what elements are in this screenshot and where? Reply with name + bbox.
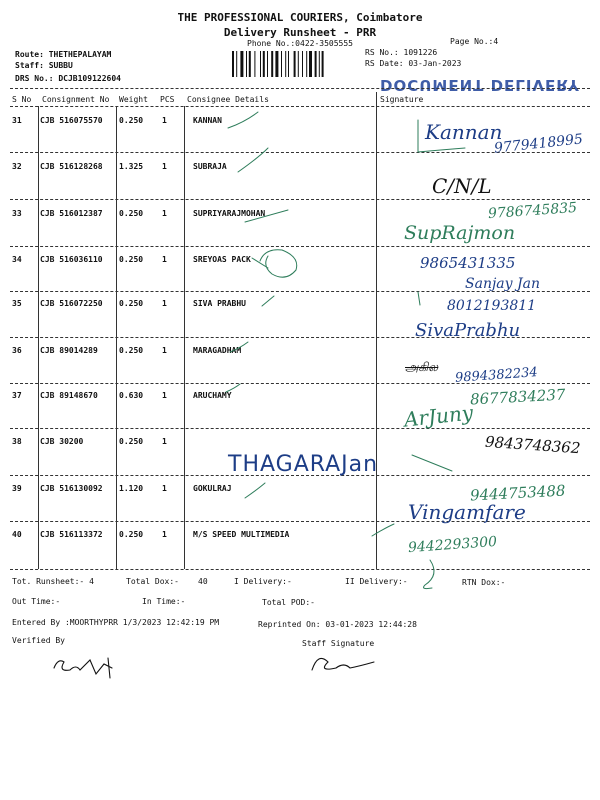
handwritten-phone: 9442293300 <box>407 533 498 557</box>
ii-delivery: II Delivery:- <box>345 577 408 586</box>
row-pcs: 1 <box>162 116 167 125</box>
verified-by: Verified By <box>12 636 65 645</box>
pen-stroke <box>245 483 265 498</box>
pen-stroke <box>412 455 452 471</box>
page-number: Page No.:4 <box>450 37 499 46</box>
row-sno: 32 <box>12 162 22 171</box>
col-sno: S No <box>12 95 32 104</box>
pen-stroke <box>245 210 288 222</box>
row-consignee: GOKULRAJ <box>193 484 232 493</box>
staff-signature: Staff Signature <box>302 639 375 648</box>
row-pcs: 1 <box>162 299 167 308</box>
row-consignee: M/S SPEED MULTIMEDIA <box>193 530 290 539</box>
handwritten-phone: 9779418995 <box>493 131 584 157</box>
row-consignment: CJB 89148670 <box>40 391 98 400</box>
row-consignee: SREYOAS PACK <box>193 255 251 264</box>
row-consignee: ARUCHAMY <box>193 391 232 400</box>
row-sno: 34 <box>12 255 22 264</box>
pen-stroke <box>418 292 420 305</box>
row-sno: 35 <box>12 299 22 308</box>
row-pcs: 1 <box>162 391 167 400</box>
handwritten-phone: 9786745835 <box>487 199 578 223</box>
row-sno: 31 <box>12 116 22 125</box>
phone-number: Phone No.:0422-3505555 <box>247 39 353 48</box>
i-delivery: I Delivery:- <box>234 577 292 586</box>
out-time: Out Time:- <box>12 597 61 606</box>
drs-number: DRS No.: DCJB109122604 <box>15 74 121 83</box>
handwritten-scribble: அகில <box>405 360 439 374</box>
pen-stroke <box>424 560 434 589</box>
handwritten-cnl: C/N/L <box>432 174 492 198</box>
signature-sanjay: Sanjay Jan <box>465 276 540 292</box>
row-pcs: 1 <box>162 255 167 264</box>
handwritten-phone: 8677834237 <box>469 385 566 409</box>
signature-kannan: Kannan <box>425 120 503 144</box>
document-delivery-stamp: DOCUMENT DELIVERY <box>380 76 580 94</box>
row-weight: 0.250 <box>119 255 144 264</box>
pen-stroke <box>238 148 268 172</box>
rtn-dox: RTN Dox:- <box>462 578 506 587</box>
total-pod: Total POD:- <box>262 598 315 607</box>
row-pcs: 1 <box>162 209 167 218</box>
staff: Staff: SUBBU <box>15 61 73 70</box>
row-sno: 38 <box>12 437 22 446</box>
company-name: THE PROFESSIONAL COURIERS, Coimbatore <box>177 11 423 24</box>
pen-stroke <box>260 250 297 277</box>
rs-date: RS Date: 03-Jan-2023 <box>365 59 462 68</box>
row-weight: 0.250 <box>119 530 144 539</box>
row-pcs: 1 <box>162 162 167 171</box>
reprinted-on: Reprinted On: 03-01-2023 12:44:28 <box>258 620 417 629</box>
row-weight: 0.250 <box>119 209 144 218</box>
handwritten-phone: 9894382234 <box>454 365 539 386</box>
total-dox-value: 40 <box>198 577 208 586</box>
row-consignment: CJB 516075570 <box>40 116 103 125</box>
row-consignment: CJB 516113372 <box>40 530 103 539</box>
row-pcs: 1 <box>162 437 167 446</box>
row-sno: 36 <box>12 346 22 355</box>
signature-siva: SivaPrabhu <box>415 320 521 341</box>
handwritten-phone: 9444753488 <box>469 481 566 505</box>
row-pcs: 1 <box>162 484 167 493</box>
row-consignment: CJB 30200 <box>40 437 84 446</box>
in-time: In Time:- <box>142 597 186 606</box>
row-weight: 1.120 <box>119 484 144 493</box>
row-consignment: CJB 516036110 <box>40 255 103 264</box>
pen-stroke <box>226 384 240 392</box>
total-dox-label: Total Dox:- <box>126 577 179 586</box>
pen-stroke <box>262 296 274 306</box>
row-sno: 37 <box>12 391 22 400</box>
row-weight: 0.250 <box>119 299 144 308</box>
rs-number: RS No.: 1091226 <box>365 48 438 57</box>
row-consignee: SUBRAJA <box>193 162 227 171</box>
row-consignee: MARAGADHAM <box>193 346 242 355</box>
pen-stroke <box>312 658 374 670</box>
entered-by: Entered By :MOORTHYPRR 1/3/2023 12:42:19 PM <box>12 618 220 627</box>
handwritten-thagaraj: THAGARAJan <box>228 452 379 477</box>
row-sno: 33 <box>12 209 22 218</box>
col-consignment: Consignment No <box>42 95 110 104</box>
row-weight: 1.325 <box>119 162 144 171</box>
row-weight: 0.250 <box>119 437 144 446</box>
row-weight: 0.630 <box>119 391 144 400</box>
col-consignee: Consignee Details <box>187 95 269 104</box>
col-pcs: PCS <box>160 95 175 104</box>
row-sno: 40 <box>12 530 22 539</box>
pen-stroke <box>230 342 248 352</box>
runsheet-title: Delivery Runsheet - PRR <box>223 26 377 39</box>
row-sno: 39 <box>12 484 22 493</box>
handwritten-phone: 9865431335 <box>420 254 516 272</box>
row-consignee: SIVA PRABHU <box>193 299 246 308</box>
row-consignment: CJB 516072250 <box>40 299 103 308</box>
row-pcs: 1 <box>162 530 167 539</box>
pen-stroke <box>372 524 394 536</box>
row-consignment: CJB 516130092 <box>40 484 103 493</box>
row-pcs: 1 <box>162 346 167 355</box>
row-consignee: SUPRIYARAJMOHAN <box>193 209 266 218</box>
col-signature: Signature <box>380 95 424 104</box>
signature-gokul: Vingamfare <box>408 500 526 524</box>
row-weight: 0.250 <box>119 116 144 125</box>
col-weight: Weight <box>119 95 148 104</box>
pen-stroke <box>54 658 112 678</box>
row-consignment: CJB 516012387 <box>40 209 103 218</box>
signature-aruchamy: ArJuny <box>402 400 475 432</box>
row-weight: 0.250 <box>119 346 144 355</box>
row-consignment: CJB 516128268 <box>40 162 103 171</box>
route: Route: THETHEPALAYAM <box>15 50 112 59</box>
row-consignee: KANNAN <box>193 116 222 125</box>
pen-stroke <box>228 112 258 128</box>
row-consignment: CJB 89014289 <box>40 346 98 355</box>
handwritten-phone: 8012193811 <box>447 298 537 314</box>
tot-runsheet: Tot. Runsheet:- 4 <box>12 577 94 586</box>
signature-supriya: SupRajmon <box>404 222 516 244</box>
handwritten-phone: 9843748362 <box>484 432 581 458</box>
